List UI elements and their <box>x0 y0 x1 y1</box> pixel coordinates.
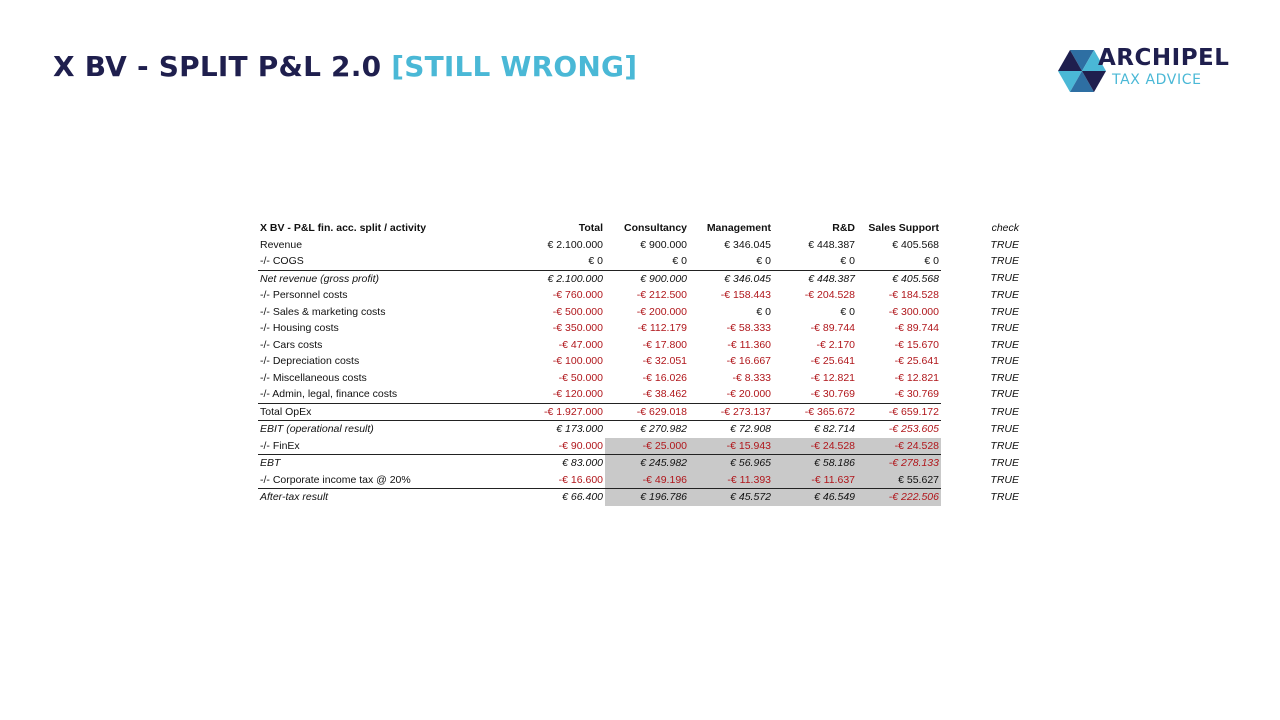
table-cell: -€ 11.360 <box>727 338 771 351</box>
table-cell: -€ 112.179 <box>637 322 687 334</box>
table-body <box>258 237 1021 506</box>
check-cell: TRUE <box>990 305 1019 318</box>
table-row <box>258 304 1021 321</box>
table-row <box>258 438 1021 455</box>
check-cell: TRUE <box>990 388 1019 401</box>
table-cell: -€ 760.000 <box>552 289 603 301</box>
table-cell: € 72.908 <box>730 423 771 435</box>
row-label: -/- Sales & marketing costs <box>260 305 386 318</box>
table-row <box>258 237 1021 254</box>
check-cell: TRUE <box>990 490 1019 503</box>
table-cell: -€ 100.000 <box>552 355 603 367</box>
table-cell: € 173.000 <box>556 423 603 435</box>
check-cell: TRUE <box>990 289 1019 301</box>
table-cell: -€ 12.821 <box>810 371 855 384</box>
table-cell: € 196.786 <box>605 489 689 506</box>
row-label: -/- Housing costs <box>260 322 339 334</box>
check-cell: TRUE <box>990 238 1019 251</box>
table-row <box>258 386 1021 403</box>
table-cell: -€ 32.051 <box>642 355 687 367</box>
table-cell: € 346.045 <box>724 238 771 251</box>
table-cell: -€ 629.018 <box>605 403 689 421</box>
table-cell: -€ 25.000 <box>605 438 689 455</box>
table-cell: -€ 300.000 <box>888 305 939 318</box>
logo-name: ARCHIPEL <box>1098 45 1230 71</box>
row-label: -/- FinEx <box>258 438 521 455</box>
row-label: -/- Miscellaneous costs <box>260 371 367 384</box>
check-cell: TRUE <box>990 255 1019 268</box>
row-label: -/- Personnel costs <box>260 289 348 301</box>
table-cell: € 66.400 <box>562 491 603 503</box>
table-row <box>258 270 1021 287</box>
table-cell: € 900.000 <box>640 272 687 285</box>
table-cell: € 0 <box>773 253 857 270</box>
table-cell: -€ 500.000 <box>552 305 603 318</box>
table-cell: -€ 278.133 <box>857 455 941 472</box>
table-row <box>258 472 1021 489</box>
row-label: Net revenue (gross profit) <box>260 272 380 285</box>
table-cell: -€ 212.500 <box>636 289 687 301</box>
row-label: -/- Depreciation costs <box>260 355 360 367</box>
table-cell: € 0 <box>840 305 855 318</box>
table-cell: € 0 <box>521 253 605 270</box>
pl-split-table <box>258 220 1021 506</box>
table-cell: -€ 20.000 <box>689 386 773 403</box>
table-cell: -€ 158.443 <box>720 289 771 301</box>
table-cell: € 245.982 <box>605 455 689 472</box>
table-row <box>258 370 1021 387</box>
table-cell: -€ 16.026 <box>642 371 687 384</box>
row-label: Revenue <box>260 238 303 251</box>
row-label: -/- Cars costs <box>260 338 323 351</box>
table-cell: -€ 204.528 <box>804 289 855 301</box>
table-cell: -€ 2.170 <box>816 338 855 351</box>
table-cell: -€ 38.462 <box>605 386 689 403</box>
archipel-logo <box>1058 46 1238 96</box>
row-label: -/- Admin, legal, finance costs <box>258 386 521 403</box>
header-management: Management <box>706 222 771 234</box>
table-cell: € 58.186 <box>773 455 857 472</box>
table-cell: -€ 25.641 <box>810 355 855 367</box>
table-cell: € 448.387 <box>808 238 855 251</box>
table-row <box>258 337 1021 354</box>
table-row <box>258 489 1021 506</box>
check-cell: TRUE <box>990 272 1019 285</box>
table-cell: € 2.100.000 <box>547 272 603 285</box>
table-row <box>258 320 1021 337</box>
check-cell: TRUE <box>990 439 1019 452</box>
table-cell: € 56.965 <box>689 455 773 472</box>
check-cell: TRUE <box>990 371 1019 384</box>
table-cell: -€ 184.528 <box>888 289 939 301</box>
table-cell: -€ 200.000 <box>636 305 687 318</box>
table-cell: -€ 24.528 <box>857 438 941 455</box>
table-cell: -€ 120.000 <box>521 386 605 403</box>
table-cell: -€ 12.821 <box>894 371 939 384</box>
table-row <box>258 353 1021 370</box>
table-row <box>258 455 1021 472</box>
table-cell: -€ 25.641 <box>894 355 939 367</box>
table-cell: € 82.714 <box>814 423 855 435</box>
table-cell: -€ 350.000 <box>552 322 603 334</box>
table-cell: -€ 16.600 <box>521 472 605 489</box>
table-header-row <box>258 220 1021 237</box>
table-cell: € 346.045 <box>724 272 771 285</box>
header-rnd: R&D <box>832 222 855 234</box>
table-cell: € 55.627 <box>857 472 941 489</box>
row-label: -/- COGS <box>258 253 521 270</box>
table-row <box>258 421 1021 438</box>
table-cell: -€ 1.927.000 <box>521 403 605 421</box>
table-cell: € 0 <box>689 253 773 270</box>
header-consultancy: Consultancy <box>623 222 687 234</box>
table-cell: -€ 365.672 <box>773 403 857 421</box>
row-label: -/- Corporate income tax @ 20% <box>258 472 521 489</box>
table-cell: € 2.100.000 <box>547 238 603 251</box>
check-cell: TRUE <box>990 456 1019 469</box>
table-cell: -€ 253.605 <box>888 423 939 435</box>
table-cell: -€ 17.800 <box>642 338 687 351</box>
check-cell: TRUE <box>990 338 1019 351</box>
table-cell: € 45.572 <box>689 489 773 506</box>
table-cell: -€ 58.333 <box>726 322 771 334</box>
table-cell: -€ 49.196 <box>605 472 689 489</box>
check-cell: TRUE <box>990 405 1019 418</box>
table-cell: -€ 15.943 <box>689 438 773 455</box>
table-cell: € 900.000 <box>640 238 687 251</box>
header-check: check <box>991 222 1019 234</box>
title-main: X BV - SPLIT P&L 2.0 <box>53 50 382 83</box>
table-cell: -€ 15.670 <box>894 338 939 351</box>
table-row <box>258 253 1021 270</box>
title-highlight: [STILL WRONG] <box>391 50 638 83</box>
table-cell: -€ 30.769 <box>773 386 857 403</box>
table-cell: -€ 30.769 <box>857 386 941 403</box>
table-cell: -€ 24.528 <box>773 438 857 455</box>
check-cell: TRUE <box>990 322 1019 334</box>
table-cell: -€ 11.637 <box>773 472 857 489</box>
table-cell: € 0 <box>857 253 941 270</box>
check-cell: TRUE <box>990 422 1019 435</box>
table-cell: € 46.549 <box>773 489 857 506</box>
row-label: EBT <box>260 457 281 469</box>
table-cell: € 0 <box>756 305 771 318</box>
header-sales-support: Sales Support <box>868 222 939 234</box>
logo-tagline: TAX ADVICE <box>1112 72 1202 88</box>
table-cell: -€ 89.744 <box>894 322 939 334</box>
table-cell: -€ 90.000 <box>521 438 605 455</box>
row-label: Total OpEx <box>258 403 521 421</box>
table-cell: -€ 11.393 <box>689 472 773 489</box>
check-cell: TRUE <box>990 355 1019 367</box>
table-cell: € 83.000 <box>562 457 603 469</box>
table-cell: -€ 273.137 <box>689 403 773 421</box>
table-cell: -€ 50.000 <box>558 371 603 384</box>
table-cell: -€ 659.172 <box>857 403 941 421</box>
table-cell: -€ 222.506 <box>857 489 941 506</box>
slide-title <box>53 50 637 83</box>
row-label: EBIT (operational result) <box>260 423 374 435</box>
header-total: Total <box>578 222 603 234</box>
table-cell: -€ 47.000 <box>558 338 603 351</box>
table-row <box>258 403 1021 421</box>
check-cell: TRUE <box>990 473 1019 486</box>
table-cell: -€ 89.744 <box>810 322 855 334</box>
table-cell: -€ 16.667 <box>726 355 771 367</box>
table-cell: € 405.568 <box>892 238 939 251</box>
table-row <box>258 287 1021 304</box>
table-cell: -€ 8.333 <box>732 371 771 384</box>
row-label: After-tax result <box>260 491 329 503</box>
table-cell: € 270.982 <box>640 423 687 435</box>
table-cell: € 405.568 <box>892 272 939 285</box>
table-cell: € 448.387 <box>808 272 855 285</box>
table-cell: € 0 <box>605 253 689 270</box>
header-activity: X BV - P&L fin. acc. split / activity <box>260 222 427 234</box>
